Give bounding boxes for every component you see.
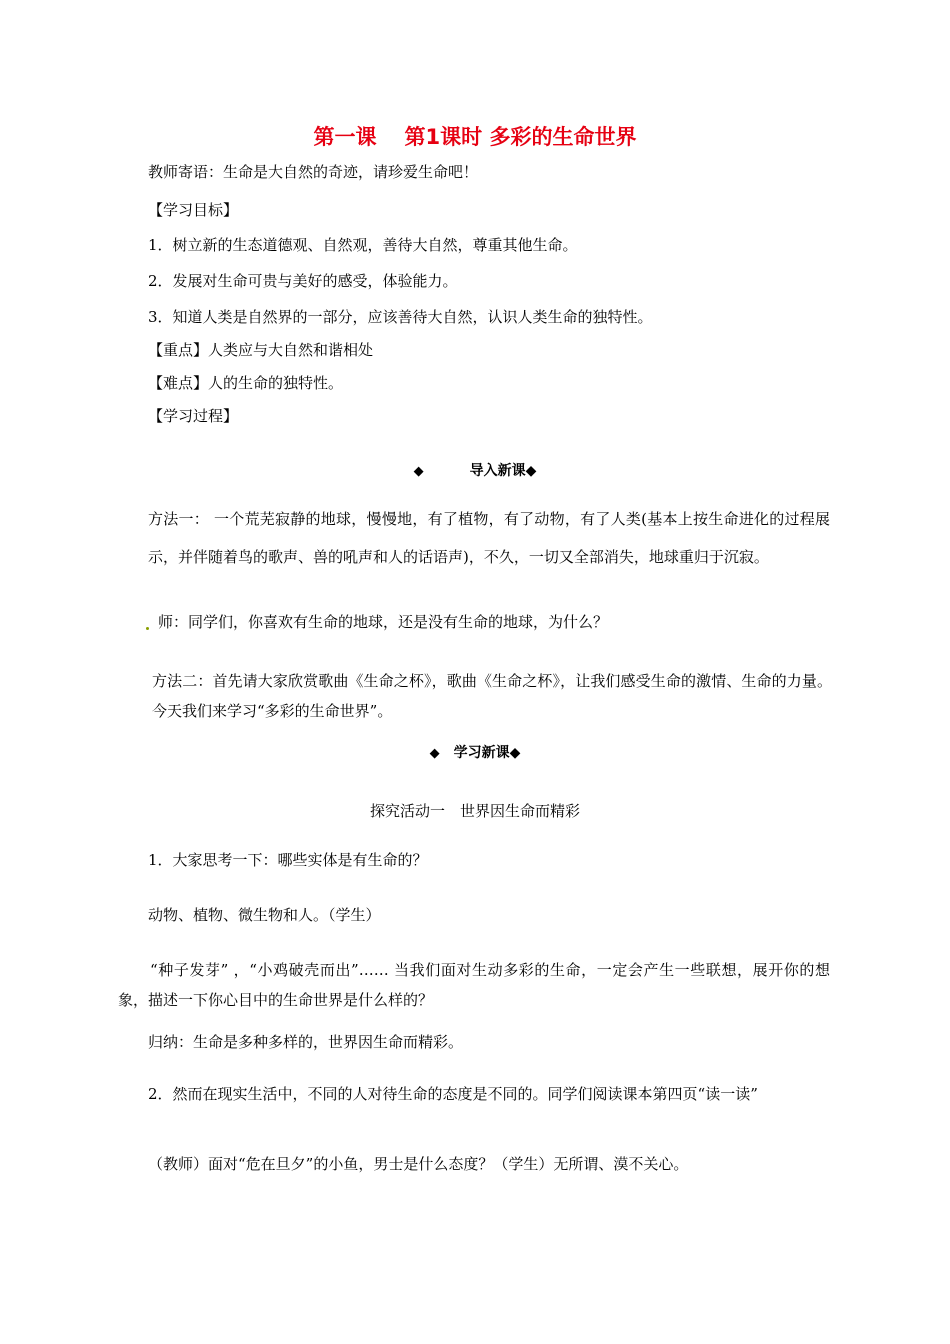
section-title: 学习新课◆ <box>453 745 521 761</box>
answer-one: 动物、植物、微生物和人。（学生） <box>148 906 381 924</box>
key-point: 【重点】人类应与大自然和谐相处 <box>148 341 374 359</box>
goal-item: 3．知道人类是自然界的一部分，应该善待大自然，认识人类生命的独特性。 <box>148 308 653 326</box>
question-two-follow-up: （教师）面对“危在旦夕”的小鱼，男士是什么态度？（学生）无所谓、漠不关心。 <box>148 1155 689 1173</box>
page-title <box>0 123 950 151</box>
difficulty: 【难点】人的生命的独特性。 <box>148 374 344 392</box>
goal-item: 1．树立新的生态道德观、自然观，善待大自然，尊重其他生命。 <box>148 236 578 254</box>
summary: 归纳：生命是多种多样的，世界因生命而精彩。 <box>148 1033 464 1051</box>
imagination-prompt: “种子发芽” ，“小鸡破壳而出”…… 当我们面对生动多彩的生命，一定会产生一些联想，展开你的想象，描述一下你心目中的生命世界是什么样的？ <box>118 961 830 1009</box>
question-one: 1．大家思考一下：哪些实体是有生命的？ <box>148 851 428 869</box>
title-topic: 第1课时 多彩的生命世界 <box>404 125 637 149</box>
method-two-paragraph: 方法二：首先请大家欣赏歌曲《生命之杯》，歌曲《生命之杯》，让我们感受生命的激情、生命的力量。今天我们来学习“多彩的生命世界”。 <box>152 672 832 720</box>
question-two: 2．然而在现实生活中，不同的人对待生命的态度是不同的。同学们阅读课本第四页“读一读” <box>148 1085 758 1103</box>
title-lesson: 第一课 <box>313 125 377 149</box>
activity-title: 探究活动一 世界因生命而精彩 <box>369 802 580 820</box>
teacher-note: 教师寄语：生命是大自然的奇迹，请珍爱生命吧！ <box>148 163 479 181</box>
goals-header: 【学习目标】 <box>148 201 239 219</box>
goal-item: 2．发展对生命可贵与美好的感受，体验能力。 <box>148 272 458 290</box>
diamond-icon: ◆ <box>429 746 440 761</box>
section-title: 导入新课◆ <box>469 463 537 479</box>
method-one-paragraph: 方法一： 一个荒芜寂静的地球，慢慢地，有了植物，有了动物，有了人类(基本上按生命进化的过程展示，并伴随着鸟的歌声、兽的吼声和人的话语声)，不久，一切又全部消失，地球重归于沉寂。 <box>148 510 830 566</box>
margin-mark <box>146 627 149 630</box>
process-header: 【学习过程】 <box>148 407 239 425</box>
diamond-icon: ◆ <box>413 464 424 479</box>
section-heading-intro <box>0 461 950 482</box>
section-heading-new-lesson <box>0 743 950 764</box>
teacher-question: 师：同学们，你喜欢有生命的地球，还是没有生命的地球，为什么？ <box>158 613 609 631</box>
